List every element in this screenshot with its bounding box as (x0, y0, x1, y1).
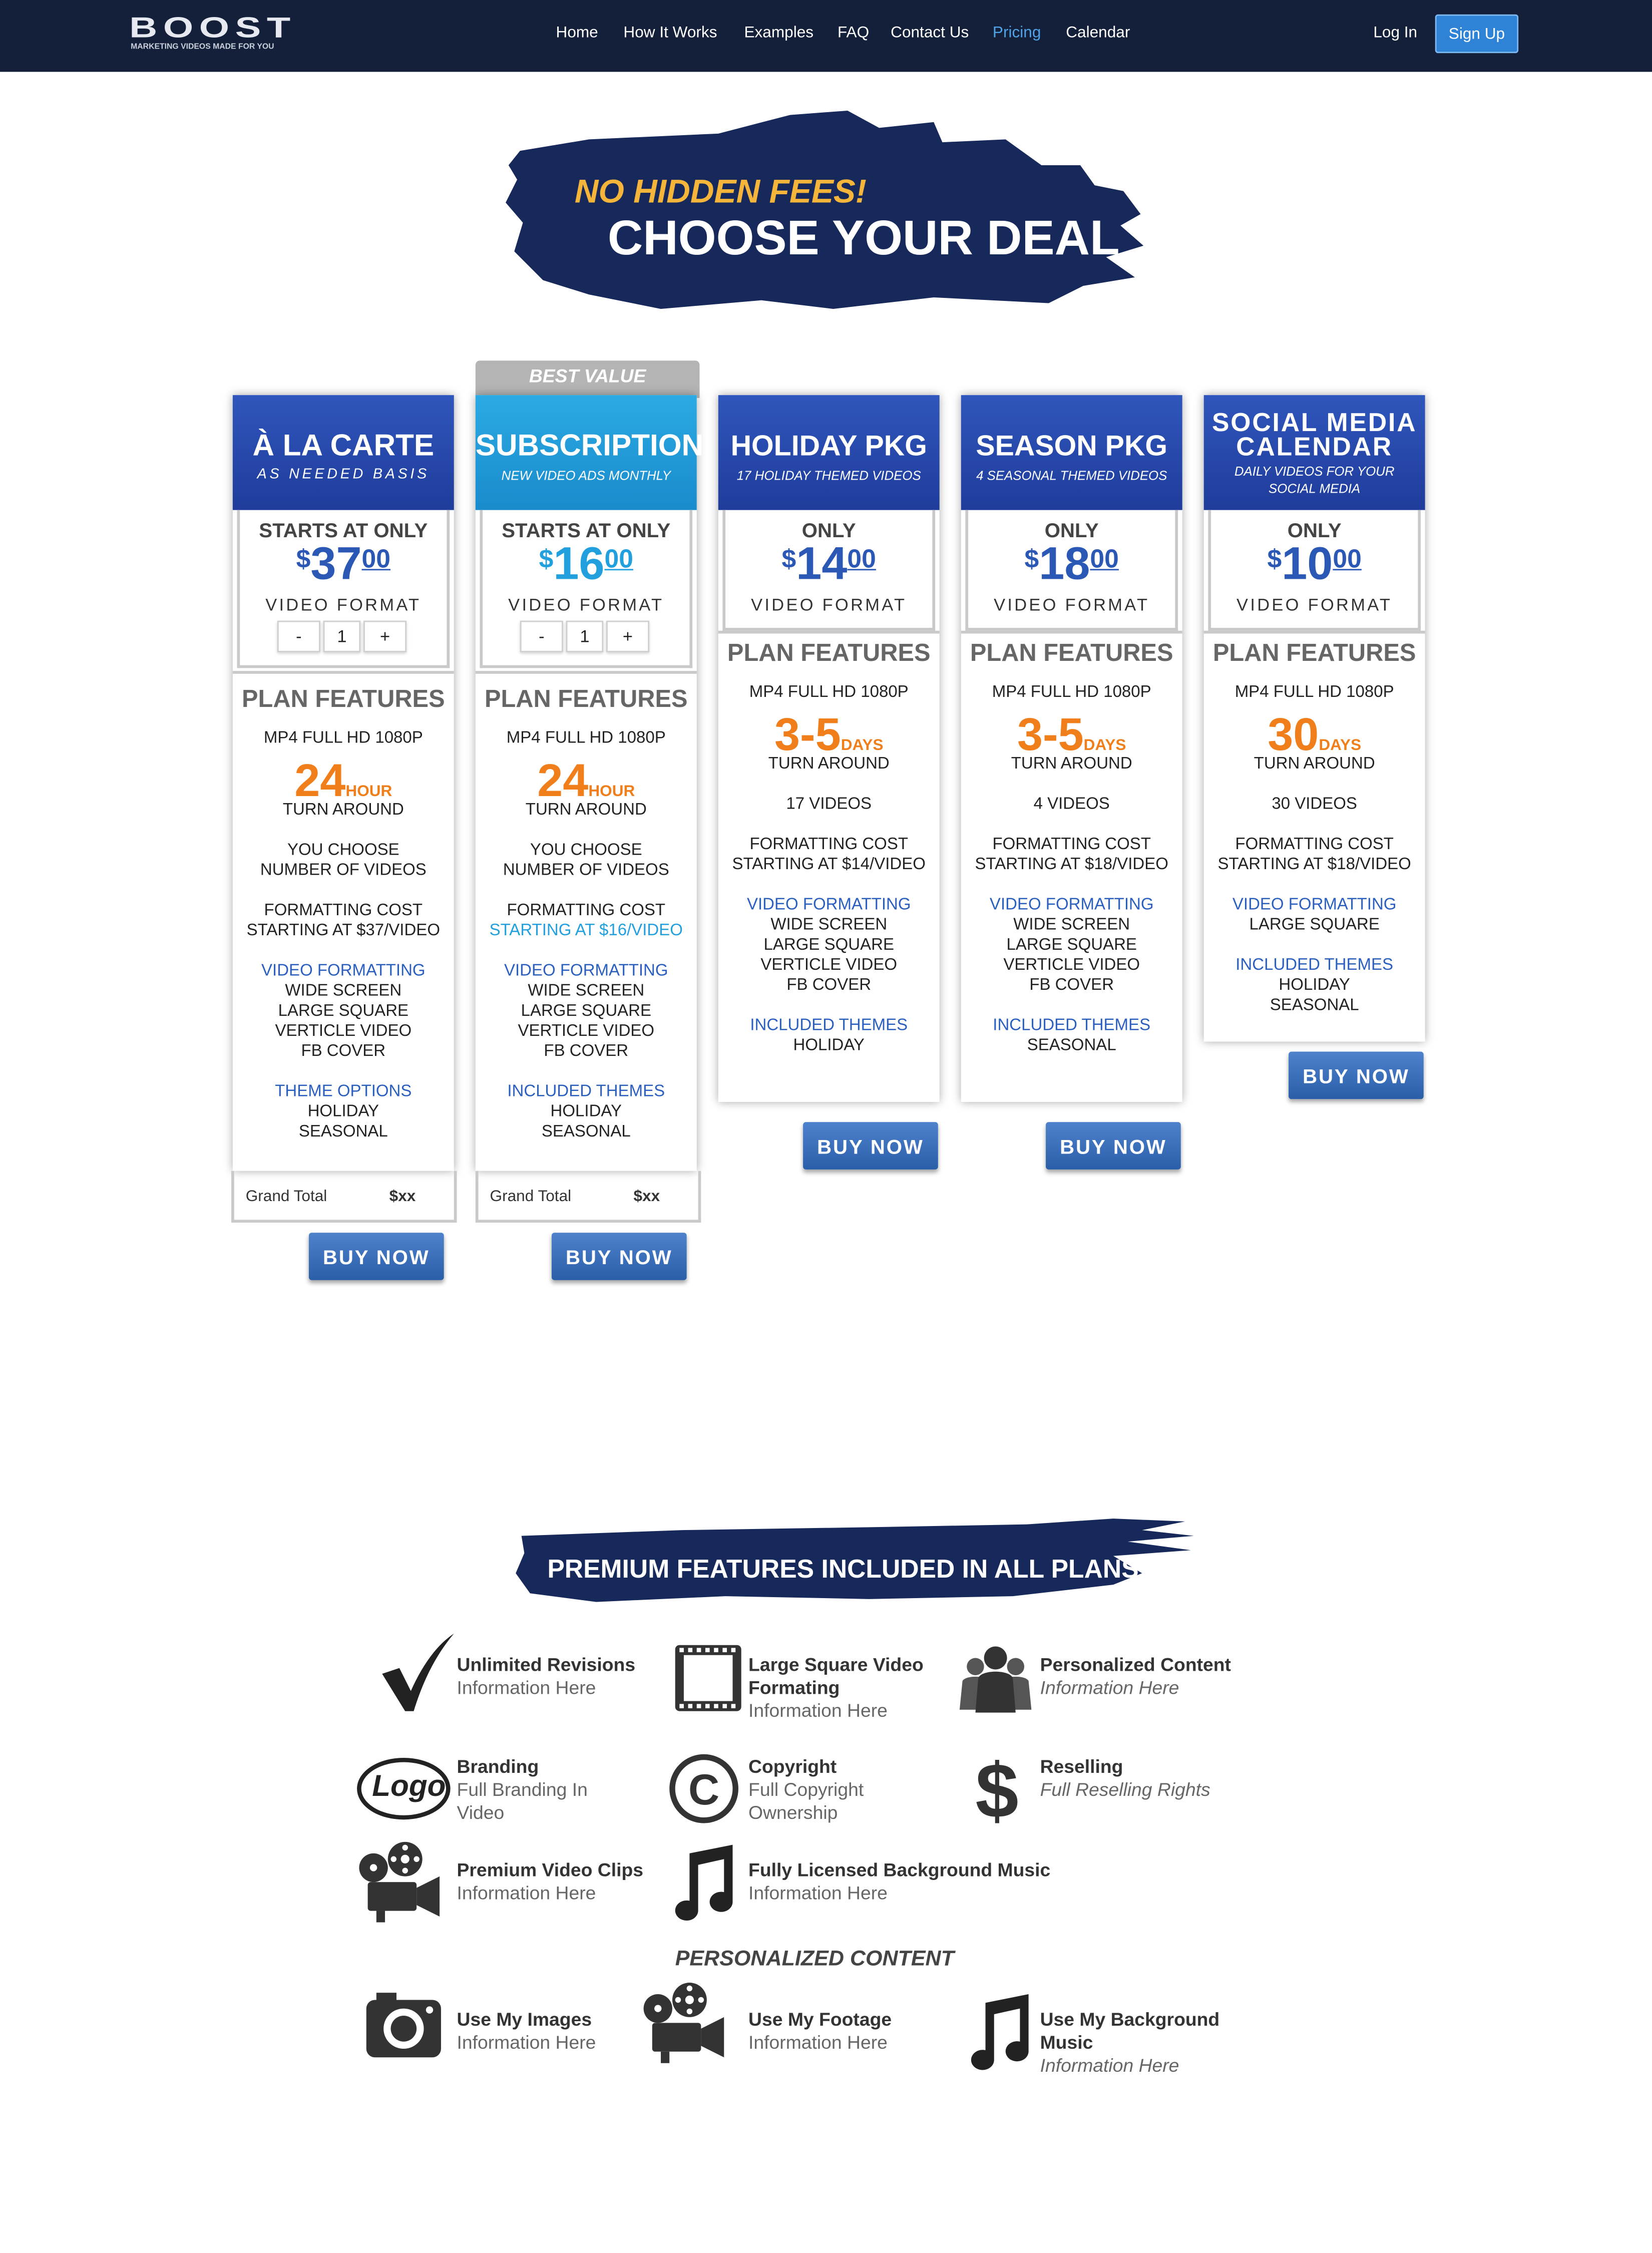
plan-title: À LA CARTE (252, 430, 435, 463)
decrement-button[interactable]: - (277, 621, 320, 652)
price-label: ONLY (801, 518, 856, 542)
personalized-content-title: PERSONALIZED CONTENT (675, 1947, 954, 1972)
logo-oval-icon: Logo (353, 1746, 454, 1832)
plan-card-holiday (718, 395, 940, 1102)
price-box (1208, 510, 1421, 631)
camera-icon (362, 1986, 448, 2072)
feature-reselling: Reselling Full Reselling Rights (1040, 1755, 1210, 1800)
formatting-title: VIDEO FORMATTING (1232, 896, 1397, 914)
nav-link-home[interactable]: Home (556, 24, 598, 42)
increment-button[interactable]: + (363, 621, 406, 652)
feature-line: STARTING AT $18/VIDEO (975, 856, 1168, 874)
grand-total (476, 1171, 701, 1223)
turnaround-label: TURN AROUND (282, 802, 404, 819)
decrement-button[interactable]: - (520, 621, 563, 652)
features-title: PLAN FEATURES (484, 685, 688, 713)
theme-item: HOLIDAY (793, 1037, 865, 1055)
format-item: FB COVER (786, 977, 872, 994)
format-item: VERTICLE VIDEO (275, 1023, 412, 1040)
top-nav (0, 0, 1652, 72)
format-item: WIDE SCREEN (285, 982, 402, 1000)
quantity-input[interactable]: 1 (323, 621, 361, 652)
themes-title: INCLUDED THEMES (507, 1083, 665, 1101)
plan-subtitle: NEW VIDEO ADS MONTHLY (501, 468, 671, 483)
nav-link-faq[interactable]: FAQ (837, 24, 870, 42)
quantity-stepper (277, 621, 409, 652)
logo-word: BOOST (129, 13, 296, 45)
feature-line: NUMBER OF VIDEOS (503, 862, 669, 880)
plan-title: SEASON PKG (976, 431, 1168, 463)
premium-banner (510, 1516, 1199, 1609)
hero-title: CHOOSE YOUR DEAL (607, 211, 1120, 266)
theme-item: HOLIDAY (1279, 977, 1350, 994)
themes-title: THEME OPTIONS (275, 1083, 412, 1101)
plan-title: SUBSCRIPTION (475, 430, 704, 463)
quantity-stepper (520, 621, 652, 652)
format-label: VIDEO FORMAT (265, 595, 422, 615)
format-label: VIDEO FORMAT (1236, 595, 1393, 615)
video-count: 17 VIDEOS (786, 796, 872, 814)
feature-unlimited-revisions: Unlimited Revisions Information Here (457, 1653, 636, 1698)
best-value-tab: BEST VALUE (476, 360, 700, 398)
format-item: FB COVER (544, 1043, 629, 1060)
feature-large-square-video: Large Square Video Formating Information Here (748, 1653, 924, 1721)
formatting-title: VIDEO FORMATTING (504, 962, 668, 980)
feature-line: NUMBER OF VIDEOS (260, 862, 427, 880)
plan-header (961, 395, 1182, 510)
plan-features (233, 671, 454, 1142)
plan-card-season (961, 395, 1182, 1102)
turnaround-label: TURN AROUND (1011, 756, 1132, 773)
feature-line: STARTING AT $18/VIDEO (1217, 856, 1411, 874)
video-count: 30 VIDEOS (1272, 796, 1357, 814)
svg-text:C: C (688, 1766, 720, 1814)
theme-item: HOLIDAY (550, 1103, 622, 1121)
theme-item: SEASONAL (1027, 1037, 1116, 1055)
logo-tagline: MARKETING VIDEOS MADE FOR YOU (131, 43, 274, 52)
format-item: FB COVER (1029, 977, 1114, 994)
feature-line: FORMATTING COST (507, 902, 666, 920)
formatting-title: VIDEO FORMATTING (746, 896, 911, 914)
nav-link-calendar[interactable]: Calendar (1066, 24, 1130, 42)
format-item: WIDE SCREEN (528, 982, 645, 1000)
feature-line: FORMATTING COST (992, 836, 1151, 854)
format-item: LARGE SQUARE (1006, 936, 1137, 954)
format-item: WIDE SCREEN (770, 916, 888, 934)
feature-copyright: Copyright Full Copyright Ownership (748, 1755, 864, 1823)
features-title: PLAN FEATURES (1212, 639, 1416, 667)
features-title: PLAN FEATURES (241, 685, 445, 713)
quality: MP4 FULL HD 1080P (992, 683, 1151, 701)
svg-text:$: $ (975, 1747, 1019, 1826)
plan-card-a-la-carte (233, 395, 454, 1171)
turnaround-label: TURN AROUND (768, 756, 890, 773)
theme-item: SEASONAL (1270, 997, 1359, 1014)
price-label: ONLY (1044, 518, 1099, 542)
quality: MP4 FULL HD 1080P (263, 729, 423, 747)
quantity-input[interactable]: 1 (566, 621, 604, 652)
music-note-icon (661, 1842, 747, 1928)
price-box (965, 510, 1178, 631)
plan-features (961, 631, 1182, 1056)
format-item: VERTICLE VIDEO (760, 957, 898, 974)
plan-features (718, 631, 940, 1056)
feature-personalized-content: Personalized Content Information Here (1040, 1653, 1231, 1698)
turnaround: 24HOUR (294, 754, 392, 806)
feature-line: STARTING AT $37/VIDEO (246, 922, 440, 940)
plan-header (475, 395, 704, 510)
quality: MP4 FULL HD 1080P (749, 683, 909, 701)
price-label: STARTS AT ONLY (259, 518, 428, 542)
price-label: STARTS AT ONLY (502, 518, 671, 542)
plan-subtitle: 17 HOLIDAY THEMED VIDEOS (736, 468, 921, 483)
copyright-icon (664, 1746, 750, 1832)
turnaround-label: TURN AROUND (1254, 756, 1375, 773)
feature-line: FORMATTING COST (264, 902, 423, 920)
grand-total-label: Grand Total (490, 1188, 572, 1206)
quality: MP4 FULL HD 1080P (506, 729, 666, 747)
signup-button[interactable]: Sign Up (1435, 15, 1518, 53)
plan-header (233, 395, 454, 510)
format-item: FB COVER (301, 1043, 386, 1060)
login-link[interactable]: Log In (1373, 24, 1418, 42)
features-title: PLAN FEATURES (970, 639, 1173, 667)
turnaround: 3-5DAYS (774, 708, 884, 761)
plan-header (718, 395, 940, 510)
format-item: VERTICLE VIDEO (1003, 957, 1140, 974)
plan-subtitle: DAILY VIDEOS FOR YOUR SOCIAL MEDIA (1234, 464, 1395, 496)
boost-logo[interactable] (129, 13, 316, 59)
grand-total-value: $xx (633, 1188, 660, 1206)
buy-now-button-a-la-carte[interactable]: BUY NOW (309, 1233, 444, 1280)
price: $1800 (1024, 537, 1119, 589)
plan-card-subscription (475, 395, 704, 1171)
turnaround: 24HOUR (537, 754, 635, 806)
feature-licensed-music: Fully Licensed Background Music Information Here (748, 1859, 1051, 1904)
feature-line: FORMATTING COST (749, 836, 909, 854)
quality: MP4 FULL HD 1080P (1234, 683, 1394, 701)
format-item: WIDE SCREEN (1013, 916, 1130, 934)
feature-line: STARTING AT $14/VIDEO (732, 856, 926, 874)
price: $1400 (781, 537, 876, 589)
plan-features (476, 671, 697, 1142)
themes-title: INCLUDED THEMES (1235, 957, 1394, 974)
turnaround-label: TURN AROUND (525, 802, 647, 819)
format-item: LARGE SQUARE (521, 1002, 652, 1020)
format-item: VERTICLE VIDEO (518, 1023, 655, 1040)
feature-line: YOU CHOOSE (530, 842, 642, 860)
format-label: VIDEO FORMAT (508, 595, 664, 615)
film-frame-icon (668, 1638, 754, 1724)
buy-now-button-social-media-calendar[interactable]: BUY NOW (1289, 1052, 1424, 1099)
turnaround: 3-5DAYS (1017, 708, 1126, 761)
grand-total-label: Grand Total (245, 1188, 327, 1206)
buy-now-button-season[interactable]: BUY NOW (1046, 1122, 1181, 1170)
nav-link-pricing[interactable]: Pricing (992, 24, 1041, 42)
feature-premium-video-clips: Premium Video Clips Information Here (457, 1859, 643, 1904)
formatting-title: VIDEO FORMATTING (989, 896, 1154, 914)
turnaround: 30DAYS (1268, 708, 1362, 761)
nav-link-how-it-works[interactable]: How It Works (623, 24, 717, 42)
grand-total-value: $xx (389, 1188, 416, 1206)
format-label: VIDEO FORMAT (751, 595, 907, 615)
movie-camera-icon (638, 1980, 724, 2066)
format-item: LARGE SQUARE (1249, 916, 1380, 934)
feature-use-my-footage: Use My Footage Information Here (748, 2008, 892, 2053)
price-label: ONLY (1287, 518, 1342, 542)
feature-branding: Branding Full Branding In Video (457, 1755, 588, 1823)
format-item: LARGE SQUARE (278, 1002, 409, 1020)
theme-item: SEASONAL (298, 1123, 388, 1141)
price-box (722, 510, 935, 631)
buy-now-button-holiday[interactable]: BUY NOW (803, 1122, 938, 1170)
price: $3700 (296, 537, 390, 589)
price-box (480, 510, 692, 668)
formatting-title: VIDEO FORMATTING (261, 962, 426, 980)
themes-title: INCLUDED THEMES (993, 1017, 1151, 1035)
feature-use-my-images: Use My Images Information Here (457, 2008, 596, 2053)
feature-line: FORMATTING COST (1235, 836, 1394, 854)
feature-line: YOU CHOOSE (287, 842, 399, 860)
video-count: 4 VIDEOS (1033, 796, 1110, 814)
plan-subtitle: AS NEEDED BASIS (257, 467, 430, 483)
format-label: VIDEO FORMAT (994, 595, 1150, 615)
format-item: LARGE SQUARE (763, 936, 894, 954)
plan-header (1204, 395, 1425, 510)
grand-total (231, 1171, 457, 1223)
buy-now-button-subscription[interactable]: BUY NOW (552, 1233, 687, 1280)
plan-card-social-media-calendar (1204, 395, 1425, 1041)
feature-use-my-background-music: Use My Background Music Information Here (1040, 2008, 1220, 2076)
price: $1000 (1267, 537, 1362, 589)
music-note-icon (957, 1991, 1043, 2077)
feature-line: STARTING AT $16/VIDEO (489, 922, 683, 940)
plan-title: HOLIDAY PKG (730, 431, 927, 463)
theme-item: SEASONAL (541, 1123, 631, 1141)
hero-kicker: NO HIDDEN FEES! (574, 172, 867, 210)
plan-features (1204, 631, 1425, 1016)
features-title: PLAN FEATURES (727, 639, 931, 667)
checkmark-icon (370, 1631, 457, 1717)
increment-button[interactable]: + (606, 621, 649, 652)
price-box (237, 510, 450, 668)
plan-title: SOCIAL MEDIA CALENDAR (1211, 408, 1417, 462)
nav-link-contact-us[interactable]: Contact Us (891, 24, 969, 42)
nav-link-examples[interactable]: Examples (744, 24, 814, 42)
movie-camera-icon (353, 1839, 440, 1925)
dollar-icon (960, 1746, 1046, 1832)
theme-item: HOLIDAY (307, 1103, 379, 1121)
price: $1600 (539, 537, 633, 589)
people-group-icon (955, 1638, 1041, 1724)
plan-subtitle: 4 SEASONAL THEMED VIDEOS (976, 468, 1167, 483)
themes-title: INCLUDED THEMES (750, 1017, 908, 1035)
premium-title: PREMIUM FEATURES INCLUDED IN ALL PLANS (547, 1554, 1139, 1584)
hero-banner (503, 108, 1146, 316)
